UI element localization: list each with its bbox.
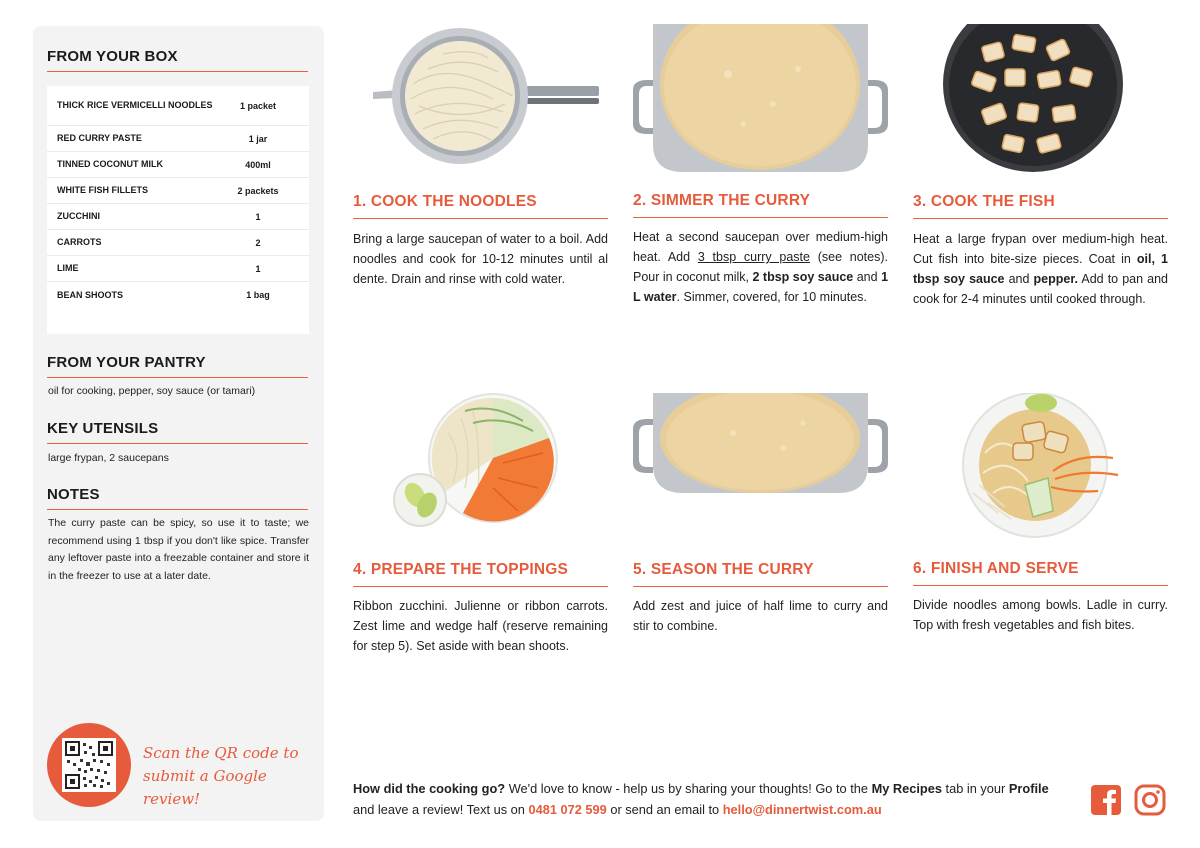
- ingredient-name: WHITE FISH FILLETS: [57, 185, 148, 195]
- pantry-text: oil for cooking, pepper, soy sauce (or tamari): [48, 385, 256, 397]
- email-link[interactable]: hello@dinnertwist.com.au: [722, 802, 882, 817]
- notes-text: The curry paste can be spicy, so use it to taste; we recommend using 1 tbsp if you don't like spice. Transfer any leftover paste into a freezable container and store it in the freezer to use at a later date.: [48, 517, 309, 582]
- divider: [913, 585, 1168, 586]
- ingredient-name: THICK RICE VERMICELLI NOODLES: [57, 100, 213, 110]
- ingredient-row: [47, 86, 309, 126]
- step-6-text: Divide noodles among bowls. Ladle in curry. Top with fresh vegetables and fish bites.: [913, 598, 1168, 632]
- qr-code[interactable]: [62, 738, 116, 792]
- ingredient-name: ZUCCHINI: [57, 211, 100, 221]
- notes-heading: NOTES: [47, 486, 100, 503]
- ingredient-row: [47, 152, 309, 178]
- from-your-pantry-heading: FROM YOUR PANTRY: [47, 354, 206, 371]
- ingredient-row: [47, 230, 309, 256]
- step-5-text: Add zest and juice of half lime to curry and stir to combine.: [633, 599, 888, 633]
- curry-saucepan-image: [633, 24, 888, 172]
- curry-paste-amount: 3 tbsp curry paste: [697, 250, 810, 264]
- step-5-title: 5. SEASON THE CURRY: [633, 561, 814, 578]
- ingredient-qty: 2 packets: [237, 185, 279, 196]
- finished-bowl-image: [913, 393, 1168, 541]
- ingredient-qty: 2: [255, 237, 261, 248]
- step-3-text: Heat a large frypan over medium-high heat. Cut fish into bite-size pieces. Coat in oil, 1 tbsp soy sauce and pepper. Add to pan and cook for 2-4 minutes until cooked through.: [913, 232, 1168, 306]
- instagram-icon[interactable]: [1134, 784, 1166, 816]
- step-3-title: 3. COOK THE FISH: [913, 193, 1055, 210]
- ingredient-name: LIME: [57, 263, 79, 273]
- divider: [633, 586, 888, 587]
- divider: [47, 71, 308, 72]
- toppings-plate-image: [353, 393, 608, 541]
- ingredient-qty: 1: [255, 263, 261, 274]
- facebook-icon[interactable]: [1090, 784, 1122, 816]
- divider: [353, 586, 608, 587]
- ingredient-row: [47, 204, 309, 230]
- step-2-title: 2. SIMMER THE CURRY: [633, 192, 811, 209]
- step-1-text: Bring a large saucepan of water to a boil. Add noodles and cook for 10-12 minutes until al dente. Drain and rinse with cold water.: [353, 232, 608, 286]
- step-4-title: 4. PREPARE THE TOPPINGS: [353, 561, 569, 578]
- phone-number[interactable]: 0481 072 599: [528, 802, 607, 817]
- ingredient-qty: 1: [255, 211, 261, 222]
- sidebar: [33, 26, 324, 821]
- ingredient-row: [47, 178, 309, 204]
- noodles-colander-image: [353, 24, 608, 172]
- divider: [47, 509, 308, 510]
- ingredient-qty: 1 jar: [248, 133, 268, 144]
- ingredient-qty: 1 bag: [246, 290, 270, 300]
- divider: [913, 218, 1168, 219]
- season-curry-image: [633, 393, 888, 541]
- ingredient-qty: 1 packet: [239, 100, 277, 111]
- ingredient-row: [47, 282, 309, 308]
- ingredient-name: TINNED COCONUT MILK: [57, 159, 163, 169]
- step-2-text: Heat a second saucepan over medium-high heat. Add 3 tbsp curry paste (see notes). Pour in coconut milk, 2 tbsp soy sauce and 1 L water. Simmer, covered, for 10 minutes.: [633, 230, 889, 304]
- divider: [47, 443, 308, 444]
- divider: [47, 377, 308, 378]
- ingredient-name: BEAN SHOOTS: [57, 289, 124, 300]
- key-utensils-heading: KEY UTENSILS: [47, 420, 159, 437]
- from-your-box-heading: FROM YOUR BOX: [47, 48, 178, 65]
- qr-badge: [47, 723, 131, 807]
- step-6-title: 6. FINISH AND SERVE: [913, 560, 1079, 577]
- utensils-text: large frypan, 2 saucepans: [48, 452, 169, 464]
- qr-code-pattern: [62, 738, 116, 792]
- ingredient-qty: 400ml: [245, 159, 271, 170]
- step-1-title: 1. COOK THE NOODLES: [353, 193, 537, 210]
- ingredient-name: CARROTS: [57, 237, 102, 247]
- divider: [353, 218, 608, 219]
- ingredient-name: RED CURRY PASTE: [57, 133, 142, 143]
- qr-caption: Scan the QR code to submit a Google review!: [143, 744, 299, 808]
- step-4-text: Ribbon zucchini. Julienne or ribbon carrots. Zest lime and wedge half (reserve remaining for step 5). Set aside with bean shoots.: [353, 599, 608, 653]
- ingredient-row: [47, 126, 309, 152]
- ingredients-table: [47, 86, 309, 334]
- fish-frypan-image: [913, 24, 1168, 172]
- review-footer: How did the cooking go? We'd love to know - help us by sharing your thoughts! Go to the My Recipes tab in your Profile and leave a review! Text us on 0481 072 599 or send an email to hello@dinnertwist.com.au: [353, 781, 1049, 817]
- ingredient-row: [47, 256, 309, 282]
- divider: [633, 217, 888, 218]
